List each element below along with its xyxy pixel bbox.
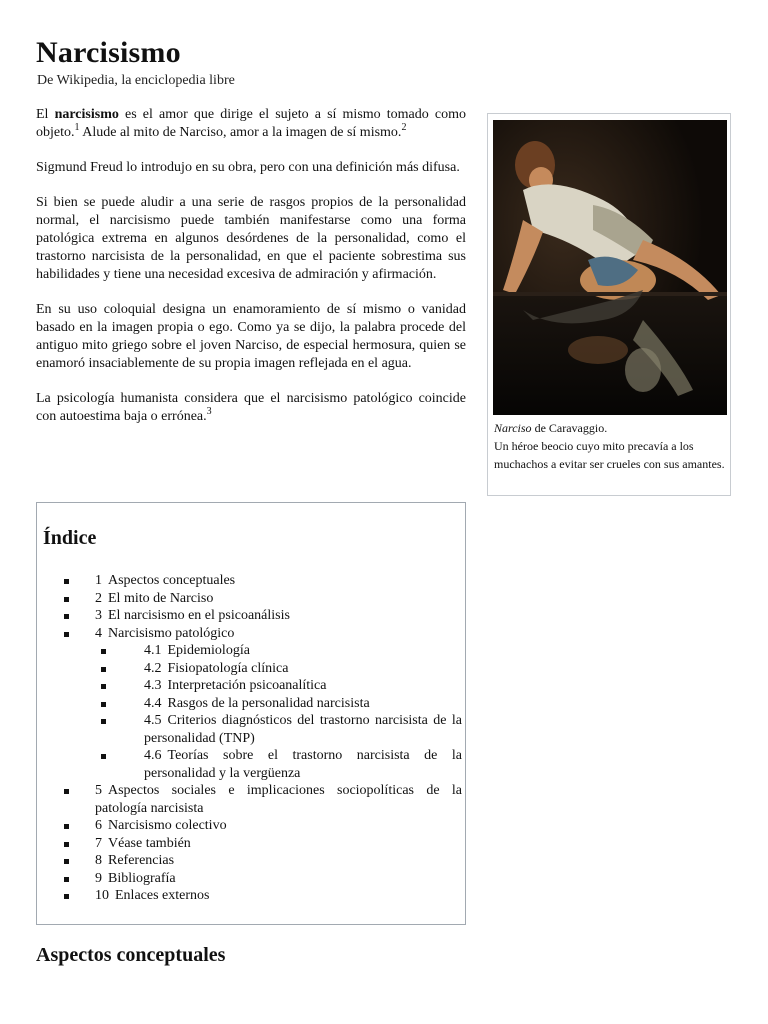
toc-label[interactable]: Rasgos de la personalidad narcisista: [167, 695, 370, 711]
toc-label[interactable]: Epidemiología: [167, 643, 250, 658]
bullet-icon: [64, 842, 69, 847]
toc-number: 4.5: [144, 713, 162, 728]
bullet-icon: [64, 859, 69, 864]
toc-label[interactable]: Narcisismo patológico: [108, 625, 235, 641]
toc-number: 6: [95, 818, 102, 833]
toc-subitem[interactable]: [37, 677, 462, 695]
toc-list: [37, 572, 462, 905]
caption-description: Un héroe beocio cuyo mito precavía a los muchachos a evitar ser crueles con sus amantes.: [494, 439, 725, 471]
toc-item[interactable]: [37, 852, 462, 870]
section-heading-aspectos-conceptuales: Aspectos conceptuales: [36, 944, 226, 966]
toc-subitem[interactable]: [37, 747, 462, 782]
toc-number: 4: [95, 625, 102, 641]
bullet-icon: [101, 649, 106, 654]
bullet-icon: [101, 667, 106, 672]
caption-text: de Caravaggio.: [531, 421, 608, 435]
toc-label[interactable]: Referencias: [108, 853, 175, 868]
page-title: Narcisismo: [36, 36, 181, 69]
text-run: El: [36, 107, 55, 122]
toc-number: 3: [95, 608, 102, 623]
intro-paragraph-1: [36, 106, 466, 142]
toc-number: 1: [95, 573, 102, 588]
toc-number: 8: [95, 853, 102, 868]
reference-3[interactable]: 3: [206, 406, 212, 417]
toc-label[interactable]: El narcisismo en el psicoanálisis: [108, 608, 290, 623]
toc-label[interactable]: Criterios diagnósticos del trastorno narcisista de la personalidad (TNP): [144, 713, 462, 746]
toc-label[interactable]: Aspectos sociales e implicaciones sociopolíticas de la patología narcisista: [95, 783, 462, 816]
bullet-icon: [101, 754, 106, 759]
toc-label[interactable]: Fisiopatología clínica: [167, 660, 289, 676]
toc-label[interactable]: Bibliografía: [108, 870, 176, 886]
toc-label[interactable]: Narcisismo colectivo: [108, 818, 227, 833]
reference-1[interactable]: 1: [74, 122, 80, 133]
bullet-icon: [101, 702, 106, 707]
bullet-icon: [64, 579, 69, 584]
toc-number: 4.2: [144, 660, 162, 676]
intro-paragraph-4: En su uso coloquial designa un enamoramiento de sí mismo o vanidad basado en la imagen propia o ego. Como ya se dijo, la palabra procede del antiguo mito griego sobre el joven Narciso, de especial hermosura, quien se enamoró insaciablemente de su propia imagen reflejada en el agua.: [36, 302, 466, 371]
bullet-icon: [64, 877, 69, 882]
toc-label[interactable]: Enlaces externos: [115, 888, 210, 903]
toc-item[interactable]: [37, 625, 462, 643]
bullet-icon: [101, 684, 106, 689]
page-subtitle: De Wikipedia, la enciclopedia libre: [37, 73, 235, 88]
toc-number: 10: [95, 888, 109, 903]
bullet-icon: [64, 632, 69, 637]
figure-caption: [494, 419, 728, 473]
toc-subitem[interactable]: [37, 660, 462, 678]
toc-item[interactable]: [37, 572, 462, 590]
text-run: La psicología humanista considera que el narcisismo patológico coincide con autoestima baja o errónea.: [36, 391, 466, 424]
toc-item[interactable]: [37, 607, 462, 625]
infobox-figure: [487, 113, 731, 496]
intro-paragraph-3: Si bien se puede aludir a una serie de rasgos propios de la personalidad normal, el narcisismo puede también manifestarse como una forma patológica extrema en algunos desórdenes de la personalidad, como el trastorno narcisista de la personalidad, en que el paciente sobrestima sus habilidades y tiene una necesidad excesiva de admiración y afirmación.: [36, 195, 466, 282]
narcissus-painting-image[interactable]: [493, 120, 727, 415]
text-run: Alude al mito de Narciso, amor a la imagen de sí mismo.: [79, 125, 402, 140]
toc-item[interactable]: [37, 887, 462, 905]
toc-subitem[interactable]: [37, 712, 462, 747]
toc-subitem[interactable]: [37, 642, 462, 660]
toc-label[interactable]: Teorías sobre el trastorno narcisista de la personalidad y la vergüenza: [144, 748, 462, 781]
toc-number: 4.4: [144, 695, 162, 711]
toc-subitem[interactable]: [37, 695, 462, 713]
reference-2[interactable]: 2: [401, 122, 407, 133]
toc-number: 7: [95, 835, 102, 851]
toc-number: 9: [95, 870, 102, 886]
toc-number: 5: [95, 783, 102, 798]
toc-label[interactable]: Véase también: [108, 835, 191, 851]
text-run: es el amor que dirige el sujeto a sí mismo tomado como objeto.: [36, 107, 466, 140]
toc-label[interactable]: Interpretación psicoanalítica: [167, 678, 327, 693]
intro-paragraph-2: Sigmund Freud lo introdujo en su obra, pero con una definición más difusa.: [36, 160, 460, 175]
article-body: [36, 106, 466, 443]
bullet-icon: [64, 614, 69, 619]
bullet-icon: [101, 719, 106, 724]
toc-item[interactable]: [37, 782, 462, 817]
toc-item[interactable]: [37, 870, 462, 888]
toc-number: 4.3: [144, 678, 162, 693]
bullet-icon: [64, 824, 69, 829]
term-narcisismo: narcisismo: [54, 107, 119, 122]
toc-item[interactable]: [37, 590, 462, 608]
toc-title: Índice: [43, 527, 97, 549]
toc-item[interactable]: [37, 817, 462, 835]
caption-title[interactable]: Narciso: [494, 421, 532, 435]
bullet-icon: [64, 597, 69, 602]
intro-paragraph-5: [36, 390, 466, 426]
toc-label[interactable]: El mito de Narciso: [108, 590, 214, 606]
table-of-contents: [36, 502, 466, 925]
toc-number: 4.1: [144, 643, 162, 658]
bullet-icon: [64, 894, 69, 899]
bullet-icon: [64, 789, 69, 794]
toc-label[interactable]: Aspectos conceptuales: [108, 573, 236, 588]
toc-item[interactable]: [37, 835, 462, 853]
toc-number: 4.6: [144, 748, 162, 763]
toc-number: 2: [95, 590, 102, 606]
